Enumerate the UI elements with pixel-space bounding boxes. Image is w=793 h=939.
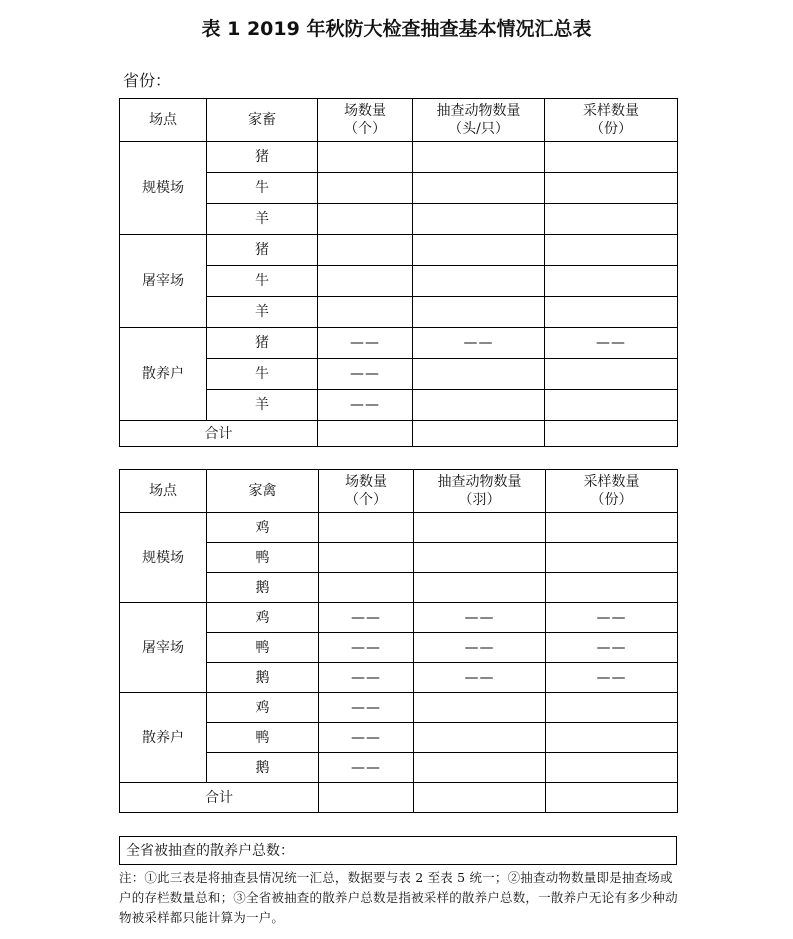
- sampled-animals-cell[interactable]: ——: [414, 603, 546, 633]
- total-label: 合计: [120, 421, 318, 447]
- animal-cell: 鹅: [207, 753, 319, 783]
- site-count-cell[interactable]: ——: [318, 328, 413, 359]
- table-row: [120, 603, 678, 633]
- header-site-count: 场数量 （个）: [319, 470, 414, 513]
- sample-count-cell[interactable]: [545, 266, 678, 297]
- sample-count-cell[interactable]: [546, 723, 678, 753]
- sampled-animals-cell[interactable]: [414, 573, 546, 603]
- site-count-cell[interactable]: [319, 543, 414, 573]
- sampled-animals-cell[interactable]: [414, 723, 546, 753]
- table-row: [120, 142, 678, 173]
- animal-cell: 羊: [207, 204, 318, 235]
- animal-cell: 鸡: [207, 603, 319, 633]
- sampled-animals-cell[interactable]: ——: [414, 663, 546, 693]
- sampled-animals-cell[interactable]: [414, 693, 546, 723]
- footnote: 注：①此三表是将抽查县情况统一汇总，数据要与表 2 至表 5 统一；②抽查动物数量即是抽查场或户的存栏数量总和；③全省被抽查的散养户总数是指被采样的散养户总数，一散养户无论有多少种动物被采样都只能计算为一户。: [119, 870, 678, 925]
- sampled-animals-cell[interactable]: [413, 266, 545, 297]
- animal-cell: 牛: [207, 359, 318, 390]
- total-row: [120, 421, 678, 447]
- site-count-cell[interactable]: [318, 173, 413, 204]
- header-animal: 家畜: [207, 99, 318, 142]
- sample-count-cell[interactable]: [546, 543, 678, 573]
- site-count-cell[interactable]: ——: [319, 753, 414, 783]
- total-site-count-cell[interactable]: [319, 783, 414, 813]
- sampled-animals-cell[interactable]: [413, 204, 545, 235]
- site-cell: 规模场: [120, 513, 207, 603]
- table-header-row: [120, 99, 678, 142]
- site-cell: 散养户: [120, 693, 207, 783]
- total-sampled-animals-cell[interactable]: [413, 421, 545, 447]
- sample-count-cell[interactable]: [545, 297, 678, 328]
- header-animal: 家禽: [207, 470, 319, 513]
- sample-count-cell[interactable]: [546, 693, 678, 723]
- site-cell: 屠宰场: [120, 603, 207, 693]
- site-count-cell[interactable]: ——: [319, 633, 414, 663]
- site-count-cell[interactable]: ——: [319, 663, 414, 693]
- sample-count-cell[interactable]: ——: [545, 328, 678, 359]
- total-site-count-cell[interactable]: [318, 421, 413, 447]
- animal-cell: 鸭: [207, 543, 319, 573]
- poultry-table: [119, 469, 678, 813]
- site-count-cell[interactable]: ——: [319, 723, 414, 753]
- site-cell: 规模场: [120, 142, 207, 235]
- sampled-animals-cell[interactable]: [413, 173, 545, 204]
- site-count-cell[interactable]: [318, 266, 413, 297]
- site-count-cell[interactable]: [319, 573, 414, 603]
- animal-cell: 鸡: [207, 693, 319, 723]
- sampled-animals-cell[interactable]: [413, 390, 545, 421]
- site-count-cell[interactable]: [318, 142, 413, 173]
- site-count-cell[interactable]: [318, 235, 413, 266]
- total-label: 合计: [120, 783, 319, 813]
- livestock-table: [119, 98, 678, 447]
- total-sample-count-cell[interactable]: [546, 783, 678, 813]
- site-count-cell[interactable]: ——: [318, 390, 413, 421]
- household-total-box[interactable]: [119, 836, 677, 865]
- sample-count-cell[interactable]: ——: [546, 633, 678, 663]
- page-title: 表 1 2019 年秋防大检查抽查基本情况汇总表: [201, 18, 592, 40]
- sample-count-cell[interactable]: [545, 359, 678, 390]
- sampled-animals-cell[interactable]: ——: [414, 633, 546, 663]
- animal-cell: 羊: [207, 390, 318, 421]
- table-row: [120, 235, 678, 266]
- header-site-count: 场数量 （个）: [318, 99, 413, 142]
- header-site: 场点: [120, 99, 207, 142]
- animal-cell: 鸡: [207, 513, 319, 543]
- animal-cell: 猪: [207, 235, 318, 266]
- table-row: [120, 513, 678, 543]
- table-header-row: [120, 470, 678, 513]
- site-count-cell[interactable]: ——: [319, 693, 414, 723]
- sample-count-cell[interactable]: [545, 235, 678, 266]
- site-count-cell[interactable]: ——: [319, 603, 414, 633]
- total-sample-count-cell[interactable]: [545, 421, 678, 447]
- sampled-animals-cell[interactable]: [414, 753, 546, 783]
- header-site: 场点: [120, 470, 207, 513]
- header-sample-count: 采样数量 （份）: [545, 99, 678, 142]
- sampled-animals-cell[interactable]: [413, 359, 545, 390]
- animal-cell: 牛: [207, 266, 318, 297]
- site-count-cell[interactable]: [318, 297, 413, 328]
- header-sampled-animals: 抽查动物数量 （羽）: [414, 470, 546, 513]
- animal-cell: 牛: [207, 173, 318, 204]
- total-sampled-animals-cell[interactable]: [414, 783, 546, 813]
- sampled-animals-cell[interactable]: [414, 543, 546, 573]
- animal-cell: 猪: [207, 142, 318, 173]
- sample-count-cell[interactable]: [546, 573, 678, 603]
- animal-cell: 猪: [207, 328, 318, 359]
- header-sampled-animals: 抽查动物数量 （头/只）: [413, 99, 545, 142]
- sample-count-cell[interactable]: [545, 142, 678, 173]
- sampled-animals-cell[interactable]: [414, 513, 546, 543]
- household-total-label: 全省被抽查的散养户总数：: [126, 843, 294, 859]
- province-label: 省份：: [123, 71, 172, 90]
- animal-cell: 鸭: [207, 723, 319, 753]
- sampled-animals-cell[interactable]: [413, 297, 545, 328]
- total-row: [120, 783, 678, 813]
- sampled-animals-cell[interactable]: [413, 235, 545, 266]
- table-row: [120, 693, 678, 723]
- sample-count-cell[interactable]: [545, 173, 678, 204]
- sample-count-cell[interactable]: ——: [546, 603, 678, 633]
- sampled-animals-cell[interactable]: ——: [413, 328, 545, 359]
- animal-cell: 羊: [207, 297, 318, 328]
- sampled-animals-cell[interactable]: [413, 142, 545, 173]
- animal-cell: 鸭: [207, 633, 319, 663]
- animal-cell: 鹅: [207, 573, 319, 603]
- sample-count-cell[interactable]: [546, 753, 678, 783]
- site-count-cell[interactable]: ——: [318, 359, 413, 390]
- site-count-cell[interactable]: [318, 204, 413, 235]
- sample-count-cell[interactable]: ——: [546, 663, 678, 693]
- animal-cell: 鹅: [207, 663, 319, 693]
- header-sample-count: 采样数量 （份）: [546, 470, 678, 513]
- sample-count-cell[interactable]: [546, 513, 678, 543]
- site-cell: 散养户: [120, 328, 207, 421]
- table-row: [120, 328, 678, 359]
- site-cell: 屠宰场: [120, 235, 207, 328]
- sample-count-cell[interactable]: [545, 390, 678, 421]
- sample-count-cell[interactable]: [545, 204, 678, 235]
- site-count-cell[interactable]: [319, 513, 414, 543]
